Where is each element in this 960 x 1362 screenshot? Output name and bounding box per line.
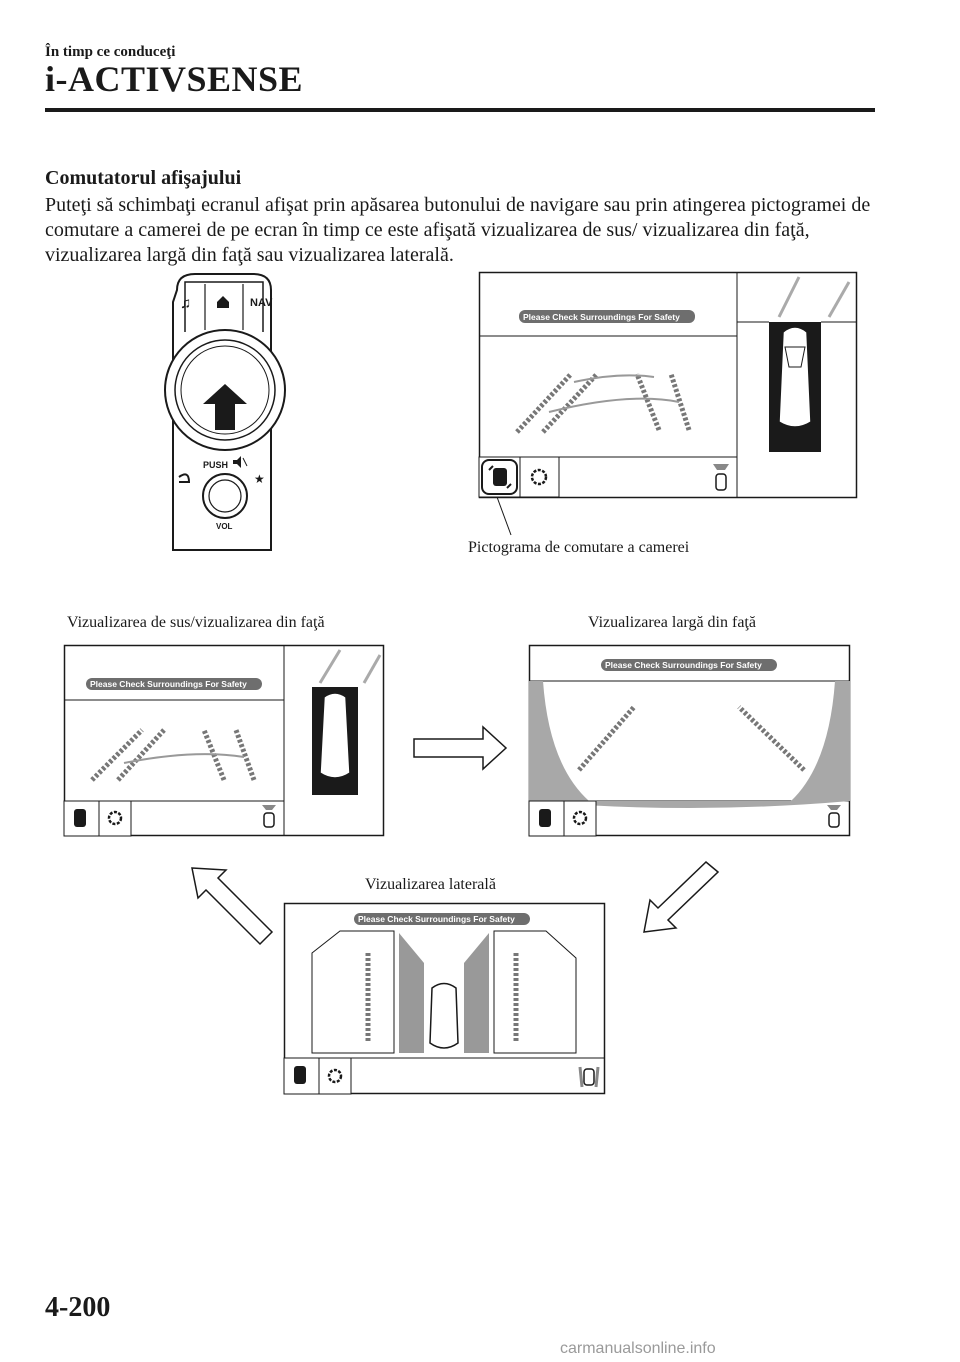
section-title: i-ACTIVSENSE (45, 59, 304, 99)
top-front-view-screen (64, 645, 384, 836)
camera-switch-icon[interactable] (539, 809, 551, 827)
watermark: carmanualsonline.info (560, 1340, 716, 1357)
screen-banner: Please Check Surroundings For Safety (605, 660, 762, 670)
screen-banner: Please Check Surroundings For Safety (523, 312, 680, 322)
arrow-right-icon (413, 725, 508, 771)
reference-screen (479, 272, 857, 498)
page-number: 4-200 (45, 1292, 111, 1323)
push-label: PUSH (203, 460, 229, 470)
caption-wide-view: Vizualizarea largă din faţă (588, 614, 756, 631)
caption-top-view: Vizualizarea de sus/vizualizarea din faţă (67, 614, 325, 631)
camera-switch-icon[interactable] (294, 1066, 306, 1084)
screen-banner: Please Check Surroundings For Safety (358, 914, 515, 924)
subsection-heading: Comutatorul afişajului (45, 167, 242, 189)
music-icon (180, 296, 191, 312)
arrow-down-left-icon (640, 860, 720, 935)
wide-front-view-screen (529, 645, 850, 836)
caption-side-view: Vizualizarea laterală (365, 876, 496, 893)
camera-switch-icon[interactable] (74, 809, 86, 827)
vol-label: VOL (216, 522, 233, 531)
commander-knob-illustration (165, 272, 280, 557)
nav-label: NAV (250, 297, 273, 309)
side-view-screen (284, 903, 605, 1094)
svg-text:★: ★ (254, 472, 265, 486)
svg-text:♫: ♫ (180, 296, 192, 312)
arrow-up-left-icon (190, 866, 274, 946)
star-icon (254, 472, 265, 486)
callout-line (495, 497, 515, 537)
body-paragraph: Puteţi să schimbaţi ecranul afişat prin apăsarea butonului de navigare sau prin atingerea pictogramei de comutare a camerei de pe ecran în timp ce este afişată vizualizarea de sus/ vizualizarea din faţă, vizualizarea largă din faţă sau vizualizarea laterală. (45, 194, 871, 266)
camera-switch-callout: Pictograma de comutare a camerei (468, 539, 690, 556)
header-rule (45, 108, 875, 112)
chapter-title: În timp ce conduceţi (45, 44, 176, 60)
screen-banner: Please Check Surroundings For Safety (90, 679, 247, 689)
